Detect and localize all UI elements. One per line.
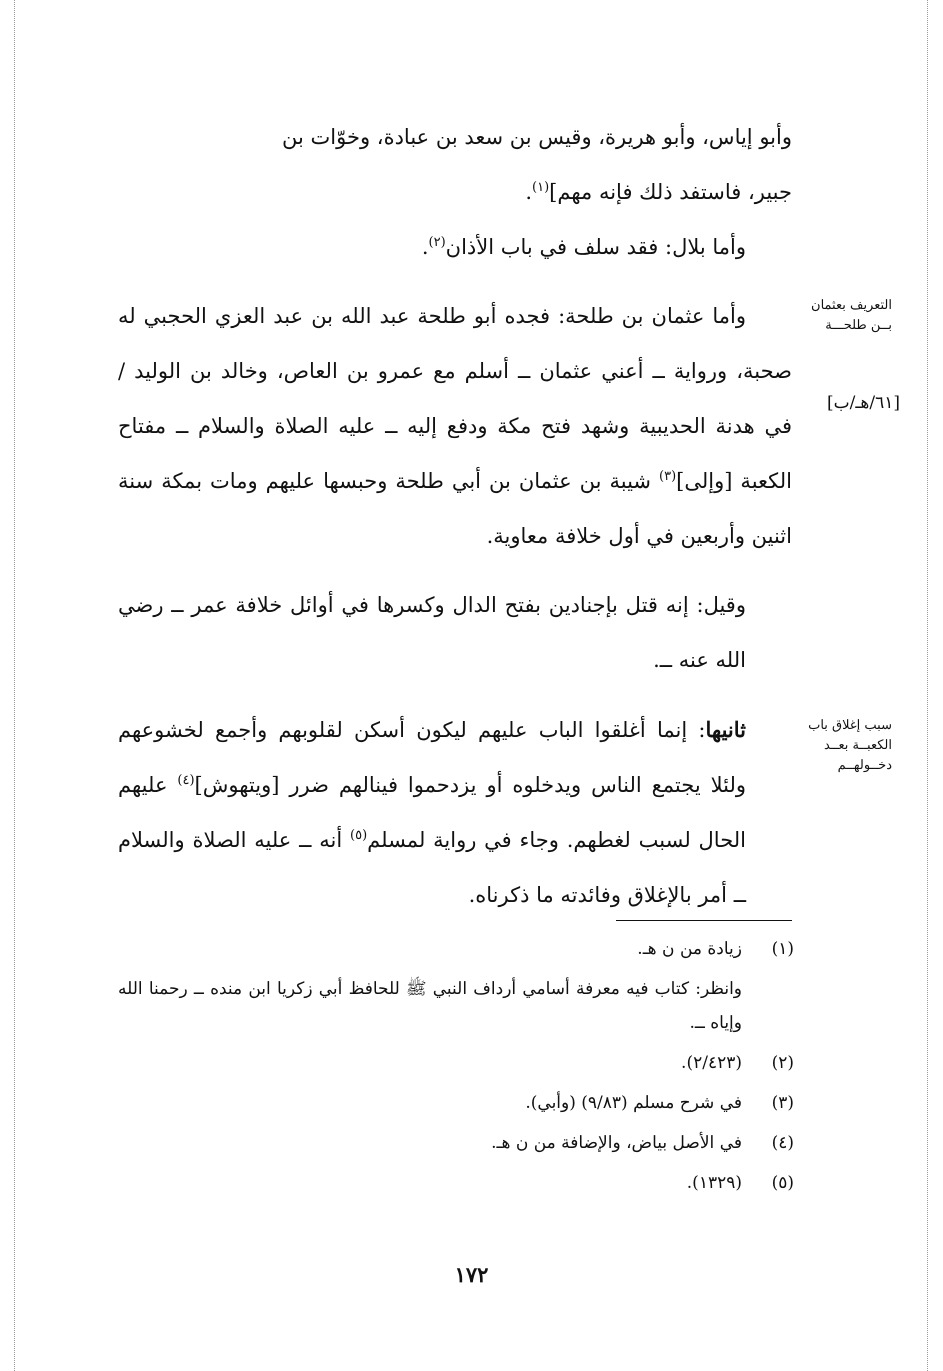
footnote-number: (١) (771, 939, 794, 959)
paragraph-2-text: وأما بلال: فقد سلف في باب الأذان (445, 235, 746, 259)
footnote-text: في شرح مسلم (٩/٨٣) (وأبي). (525, 1093, 742, 1113)
footnote-number: (٥) (771, 1173, 794, 1193)
paragraph-1-end: . (525, 180, 533, 204)
footnote-text: (٢/٤٢٣). (681, 1053, 742, 1073)
footnote-ref-5: (٥) (350, 828, 368, 843)
footnote-ref-3: (٣) (659, 469, 677, 484)
paragraph-5-lead: ثانيها (705, 717, 746, 742)
footnote-2 (118, 1046, 794, 1080)
paragraph-5-text-c: أنه ــ عليه الصلاة والسلام ــ أمر بالإغلاق وفائدته ما ذكرناه. (118, 828, 746, 907)
footnote-1 (118, 932, 794, 966)
footnote-ref-4: (٤) (177, 773, 195, 788)
margin-note-uthman: التعريف بعثمان بــن طلحـــة (811, 298, 892, 333)
paragraph-2 (118, 220, 792, 275)
footnote-number: (٤) (771, 1133, 794, 1153)
footnote-5 (118, 1166, 794, 1200)
footnote-text: (١٣٢٩). (686, 1173, 742, 1193)
page-number: ١٧٢ (454, 1262, 489, 1287)
main-text (118, 110, 792, 923)
footnote-number: (٣) (771, 1093, 794, 1113)
paragraph-3-text-a: وأما عثمان بن طلحة: فجده أبو طلحة عبد الله بن عبد العزي الحجبي له صحبة، ورواية ــ أعني عثمان ــ أسلم مع عمرو بن العاص، وخالد بن الوليد / في هدنة الحديبية وشهد فتح مكة ودفع إليه ــ عليه الصلاة والسلام ــ مفتاح الكعبة [وإلى] (118, 304, 792, 493)
margin-note-kaaba: سبب إغلاق باب الكعبــة بعــد دخــولهــم (808, 718, 892, 773)
footnote-4 (118, 1126, 794, 1160)
paragraph-5 (118, 702, 792, 923)
footnote-text: في الأصل بياض، والإضافة من ن هـ. (491, 1133, 742, 1153)
left-margin-guide (14, 0, 15, 1371)
footnote-number: (٢) (771, 1053, 794, 1073)
footnote-ref-1: (١) (532, 180, 550, 195)
paragraph-2-end: . (421, 235, 429, 259)
paragraph-5-text-a: : إنما أغلقوا الباب عليهم ليكون أسكن لقلوبهم وأجمع لخشوعهم ولئلا يجتمع الناس ويدخلوه أو يزدحموا فينالهم ضرر [ويتهوش] (118, 718, 746, 797)
footnote-separator (616, 920, 792, 921)
paragraph-4: وقيل: إنه قتل بإجنادين بفتح الدال وكسرها في أوائل خلافة عمر ــ رضي الله عنه ــ. (118, 593, 746, 672)
footnote-ref-2: (٢) (428, 235, 446, 250)
paragraph-1 (118, 110, 792, 220)
footnote-text: وانظر: كتاب فيه معرفة أسامي أرداف النبي ﷺ للحافظ أبي زكريا ابن منده ــ رحمنا الله وإياه ــ. (118, 979, 742, 1033)
footnotes (118, 932, 794, 1206)
paragraph-5-text-b: عليهم الحال لسبب لغطهم. وجاء في رواية لمسلم (118, 773, 746, 852)
paragraph-3-text-b: شيبة بن عثمان بن أبي طلحة وحبسها عليهم ومات بمكة سنة اثنين وأربعين في أول خلافة معاوية. (118, 469, 792, 548)
footnote-1-continued (118, 972, 794, 1040)
paragraph-1-line-2: جبير، فاستفد ذلك فإنه مهم] (549, 180, 792, 204)
footnote-text: زيادة من ن هـ. (637, 939, 742, 959)
right-margin-guide (927, 0, 928, 1371)
paragraph-3 (118, 289, 792, 564)
paragraph-1-line-1: وأبو إياس، وأبو هريرة، وقيس بن سعد بن عبادة، وخوّات بن (282, 125, 792, 149)
manuscript-ref: [٦١/هـ/ب] (827, 393, 900, 413)
footnote-3 (118, 1086, 794, 1120)
